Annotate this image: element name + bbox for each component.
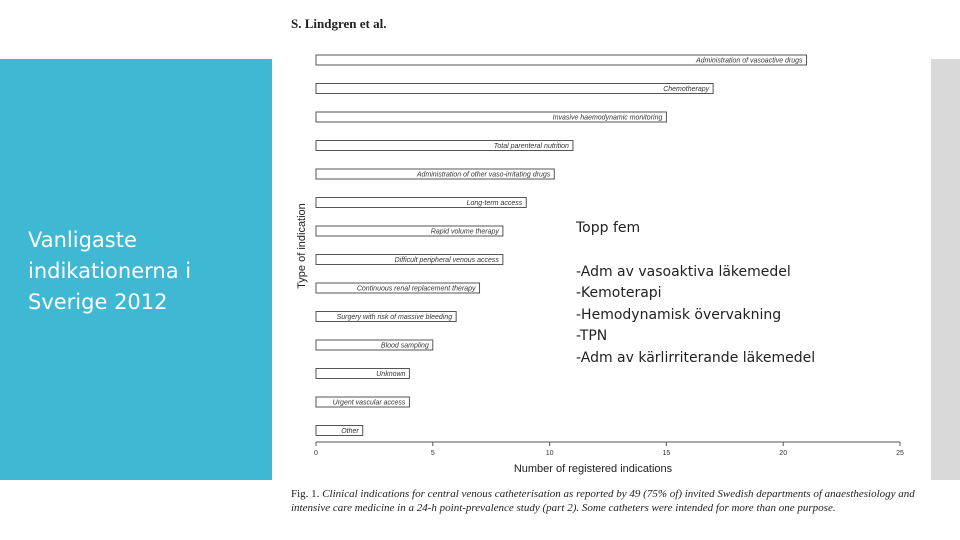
bar-label: Invasive haemodynamic monitoring bbox=[552, 114, 663, 122]
summary-item: -Kemoterapi bbox=[576, 285, 662, 301]
bar-label: Total parenteral nutrition bbox=[493, 143, 569, 150]
bar-label: Administration of other vaso-irritating drugs bbox=[416, 171, 551, 179]
bar-label: Rapid volume therapy bbox=[430, 228, 499, 236]
y-axis-label: Type of indication bbox=[296, 203, 308, 289]
x-tick-label: 15 bbox=[662, 450, 671, 457]
bar-label: Urgent vascular access bbox=[332, 399, 406, 407]
x-tick-label: 0 bbox=[314, 450, 318, 457]
figure-caption bbox=[291, 487, 921, 515]
bar-label: Other bbox=[341, 428, 359, 435]
x-tick-label: 20 bbox=[779, 450, 788, 457]
summary-heading: Topp fem bbox=[576, 220, 641, 236]
bar-label: Surgery with risk of massive bleeding bbox=[336, 314, 453, 321]
caption-label: Fig. 1. bbox=[291, 488, 320, 500]
side-strip bbox=[931, 59, 960, 480]
summary-item: -TPN bbox=[576, 328, 608, 344]
bar-label: Long-term access bbox=[466, 200, 523, 207]
bar-label: Continuous renal replacement therapy bbox=[356, 285, 476, 293]
slide-title: Vanligaste indikationerna i Sverige 2012 bbox=[28, 228, 192, 314]
paper-header: S. Lindgren et al. bbox=[291, 16, 387, 31]
bar-label: Administration of vasoactive drugs bbox=[695, 57, 803, 65]
summary-item: -Hemodynamisk övervakning bbox=[576, 306, 782, 323]
summary-item: -Adm av kärlirriterande läkemedel bbox=[576, 349, 816, 366]
x-tick-label: 10 bbox=[545, 450, 554, 457]
bar-label: Difficult peripheral venous access bbox=[394, 257, 499, 264]
top-five-summary bbox=[576, 218, 815, 369]
x-tick-label: 25 bbox=[896, 450, 904, 457]
bar-label: Unknown bbox=[376, 371, 406, 378]
bar-label: Blood sampling bbox=[380, 342, 429, 350]
bar bbox=[316, 84, 713, 94]
x-tick-label: 5 bbox=[430, 450, 435, 457]
summary-item: -Adm av vasoaktiva läkemedel bbox=[576, 263, 791, 280]
bar-label: Chemotherapy bbox=[663, 86, 710, 93]
x-axis-label: Number of registered indications bbox=[513, 463, 673, 475]
caption-text: Clinical indications for central venous catheterisation as reported by 49 (75% of) invited Swedish departments of anaesthesiology and intensive care medicine in a 24-h point-prevalence study (part 2). Some catheters were intended for more than one purpose. bbox=[291, 488, 915, 514]
